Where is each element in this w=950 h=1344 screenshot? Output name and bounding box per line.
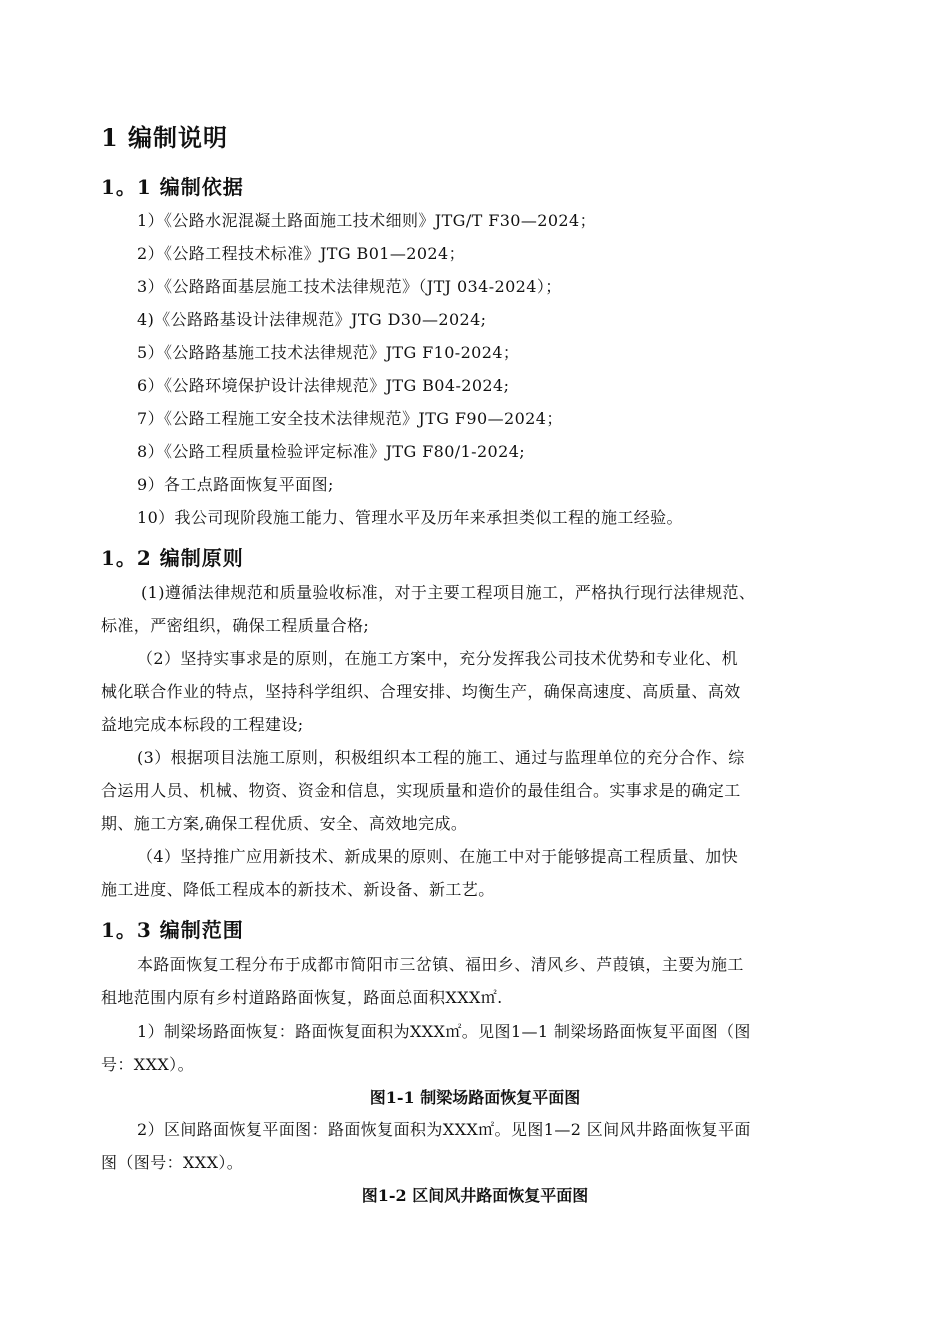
scope-line: 号：XXX）。 <box>101 1055 194 1074</box>
basis-item: 2）《公路工程技术标准》JTG B01—2024； <box>137 244 465 263</box>
scope-line: 租地范围内原有乡村道路路面恢复，路面总面积XXX㎡. <box>101 988 503 1007</box>
basis-item: 4)《公路路基设计法律规范》JTG D30—2024; <box>137 310 487 329</box>
principle-line: (1)遵循法律规范和质量验收标准，对于主要工程项目施工，严格执行现行法律规范、 <box>141 583 756 602</box>
section-title-principles: 1。2 编制原则 <box>101 546 244 570</box>
basis-item: 5）《公路路基施工技术法律规范》JTG F10-2024； <box>137 343 520 362</box>
basis-item: 6）《公路环境保护设计法律规范》JTG B04-2024; <box>137 376 510 395</box>
scope-line: 1）制梁场路面恢复：路面恢复面积为XXX㎡。见图1—1 制梁场路面恢复平面图（图 <box>137 1022 751 1041</box>
principle-line: 益地完成本标段的工程建设; <box>101 715 304 734</box>
principle-line: 合运用人员、机械、物资、资金和信息，实现质量和造价的最佳组合。实事求是的确定工 <box>101 781 741 800</box>
principle-line: 械化联合作业的特点，坚持科学组织、合理安排、均衡生产，确保高速度、高质量、高效 <box>101 682 741 701</box>
chapter-title: 1 编制说明 <box>101 123 229 152</box>
figure-caption: 图1-2 区间风井路面恢复平面图 <box>361 1186 589 1205</box>
principle-line: (3）根据项目法施工原则，积极组织本工程的施工、通过与监理单位的充分合作、综 <box>137 748 745 767</box>
basis-item: 7）《公路工程施工安全技术法律规范》JTG F90—2024； <box>137 409 563 428</box>
section-title-basis: 1。1 编制依据 <box>101 175 244 199</box>
basis-item: 8）《公路工程质量检验评定标准》JTG F80/1-2024; <box>137 442 526 461</box>
basis-item: 9）各工点路面恢复平面图; <box>137 475 334 494</box>
principle-line: 施工进度、降低工程成本的新技术、新设备、新工艺。 <box>101 880 495 899</box>
scope-line: 2）区间路面恢复平面图：路面恢复面积为XXX㎡。见图1—2 区间风井路面恢复平面 <box>137 1120 751 1139</box>
principle-line: （4）坚持推广应用新技术、新成果的原则、在施工中对于能够提高工程质量、加快 <box>137 847 738 866</box>
principle-line: （2）坚持实事求是的原则，在施工方案中，充分发挥我公司技术优势和专业化、机 <box>137 649 738 668</box>
principle-line: 标准，严密组织，确保工程质量合格; <box>101 616 370 635</box>
section-title-scope: 1。3 编制范围 <box>101 918 244 942</box>
scope-line: 图（图号：XXX）。 <box>101 1153 244 1172</box>
principle-line: 期、施工方案,确保工程优质、安全、高效地完成。 <box>101 814 468 833</box>
basis-item: 3）《公路路面基层施工技术法律规范》（JTJ 034-2024）； <box>137 277 562 296</box>
basis-item: 1）《公路水泥混凝土路面施工技术细则》JTG/T F30—2024； <box>137 211 596 230</box>
scope-line: 本路面恢复工程分布于成都市简阳市三岔镇、福田乡、清风乡、芦葭镇，主要为施工 <box>137 955 744 974</box>
figure-caption: 图1-1 制梁场路面恢复平面图 <box>369 1088 581 1107</box>
basis-item: 10）我公司现阶段施工能力、管理水平及历年来承担类似工程的施工经验。 <box>137 508 683 527</box>
